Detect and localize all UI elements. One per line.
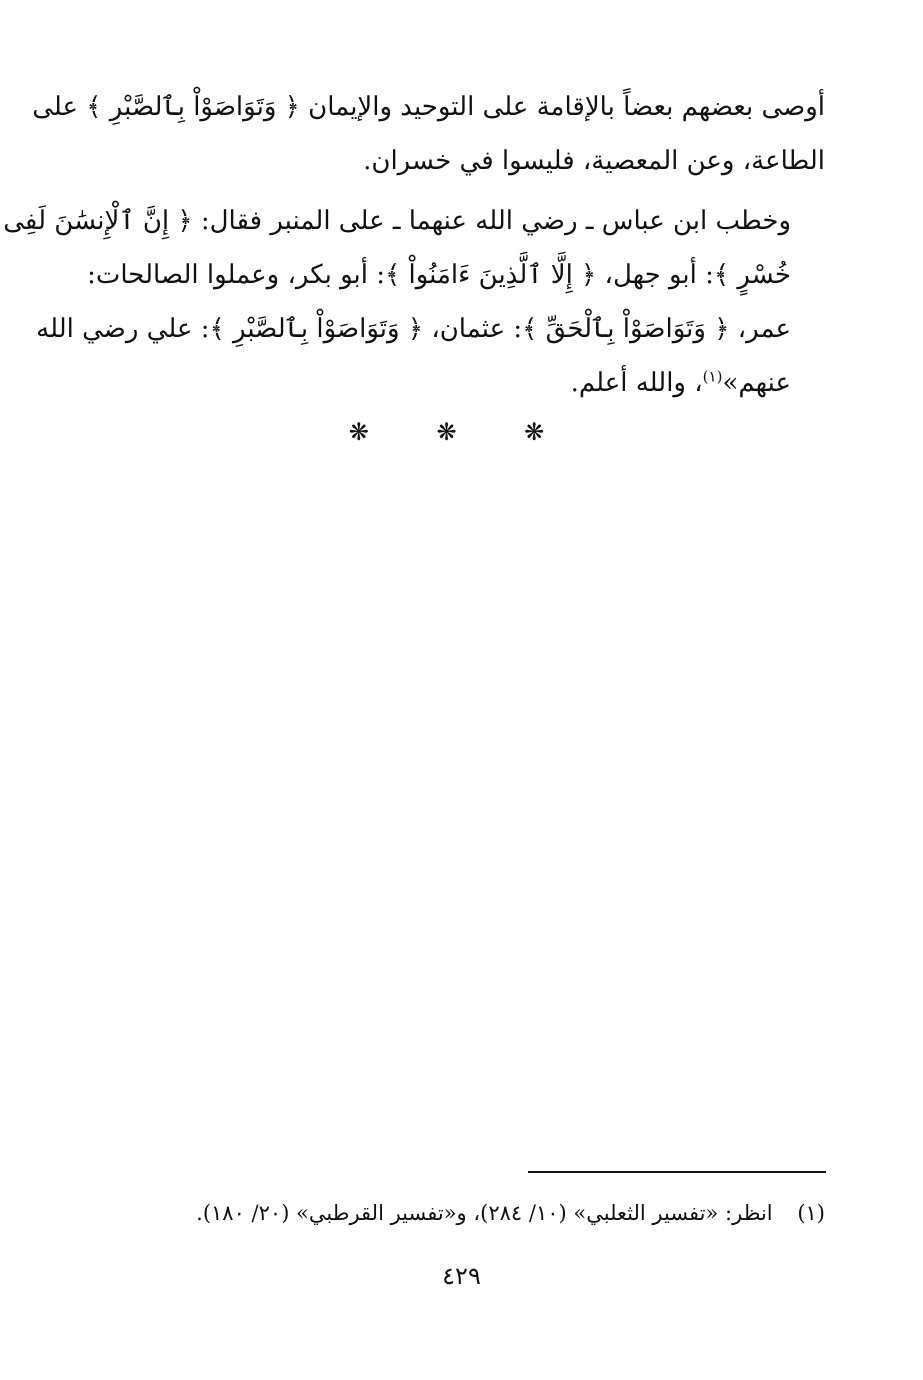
footnote-reference: (١) <box>702 367 723 386</box>
paragraph-2 <box>3 194 825 410</box>
footnote-text: انظر: «تفسير الثعلبي» (١٠/ ٢٨٤)، و«تفسير القرطبي» (٢٠/ ١٨٠). <box>196 1201 773 1225</box>
closing-text: عنهم» <box>722 368 791 398</box>
section-separator-asterisks: ❋ ❋ ❋ <box>348 418 575 446</box>
main-text <box>3 80 825 410</box>
text-line: وخطب ابن عباس ـ رضي الله عنهما ـ على المنبر فقال: ﴿ إِنَّ ٱلْإِنسَٰنَ لَفِى <box>3 206 791 236</box>
footnote-number: (١) <box>797 1201 825 1225</box>
text-line: الطاعة، وعن المعصية، فليسوا في خسران. <box>363 146 825 176</box>
text-line: عمر، ﴿ وَتَوَاصَوْاْ بِٱلْحَقِّ ﴾: عثمان، ﴿ وَتَوَاصَوْاْ بِٱلصَّبْرِ ﴾: علي رضي الله <box>36 314 791 344</box>
text-line: خُسْرٍ ﴾: أبو جهل، ﴿ إِلَّا ٱلَّذِينَ ءَامَنُواْ ﴾: أبو بكر، وعملوا الصالحات: <box>87 260 791 290</box>
closing-phrase: ، والله أعلم. <box>570 368 703 398</box>
footnote <box>150 1198 825 1228</box>
text-line: أوصى بعضهم بعضاً بالإقامة على التوحيد والإيمان ﴿ وَتَوَاصَوْاْ بِٱلصَّبْرِ ﴾ على <box>32 92 825 122</box>
text-line-last <box>112 356 825 410</box>
paragraph-1 <box>32 80 825 188</box>
footnote-divider <box>528 1171 826 1173</box>
page-number: ٤٢٩ <box>442 1262 481 1290</box>
